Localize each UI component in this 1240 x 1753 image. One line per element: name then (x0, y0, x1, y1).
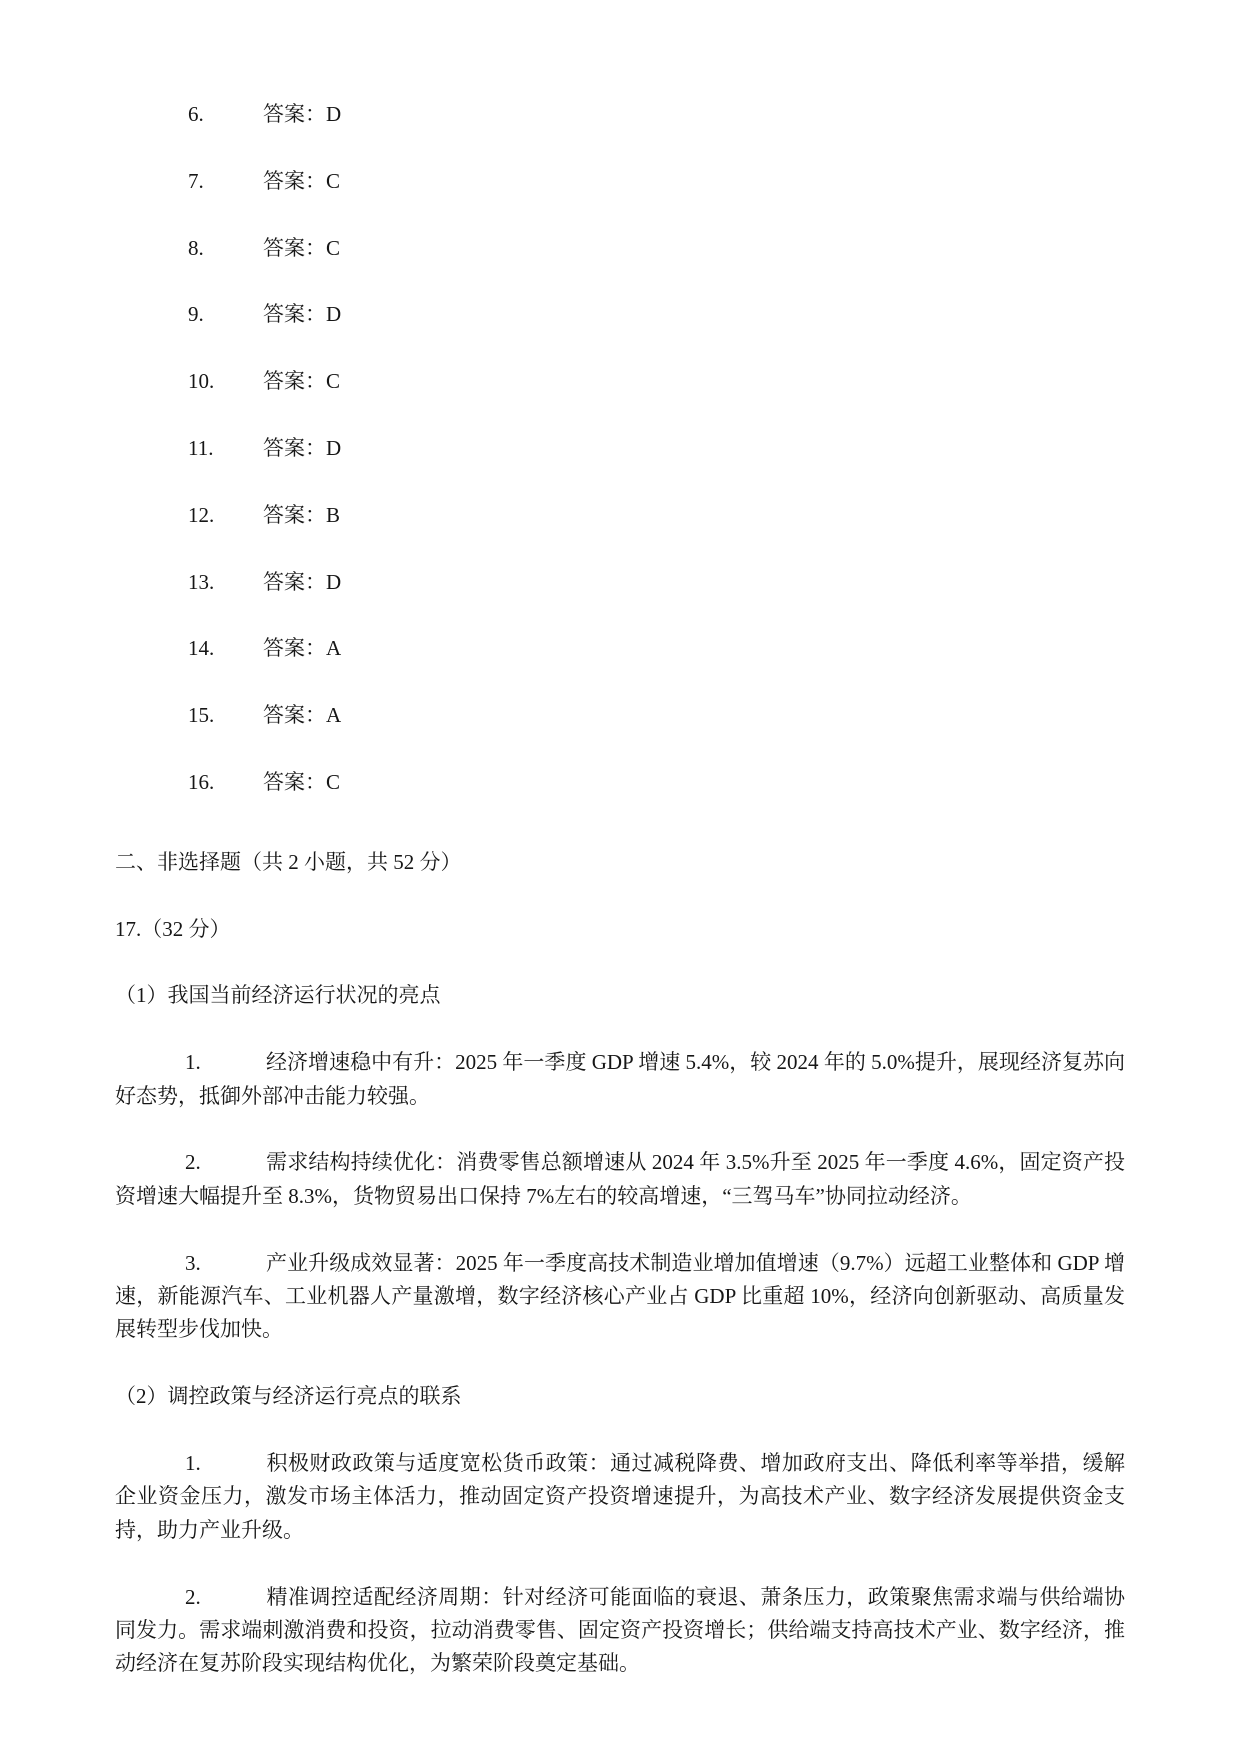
answer-row (115, 566, 1125, 599)
answer-row (115, 365, 1125, 398)
answer-row (115, 632, 1125, 665)
part2-heading: （2）调控政策与经济运行亮点的联系 (115, 1384, 462, 1409)
answer-number: 16. (188, 769, 215, 794)
answer-number: 14. (188, 636, 215, 661)
answer-value: C (326, 235, 341, 260)
answer-label: 答案： (263, 235, 326, 260)
answer-list (115, 98, 1125, 799)
answer-label: 答案： (263, 302, 326, 327)
answer-row (115, 499, 1125, 532)
section-heading: 二、非选择题（共 2 小题，共 52 分） (115, 849, 462, 874)
answer-label: 答案： (263, 569, 326, 594)
answer-value: B (326, 502, 341, 527)
answer-number: 10. (188, 369, 215, 394)
answer-label: 答案： (263, 435, 326, 460)
answer-row (115, 766, 1125, 799)
answer-value: D (326, 102, 342, 126)
answer-label: 答案： (263, 369, 326, 394)
answer-row (115, 165, 1125, 198)
answer-row (115, 699, 1125, 732)
question-17-title: 17.（32 分） (115, 916, 231, 941)
answer-label: 答案： (263, 769, 326, 794)
answer-row (115, 432, 1125, 465)
part1-point-2 (115, 1146, 1125, 1213)
part1-point-1 (115, 1046, 1125, 1113)
part2-point-1 (115, 1447, 1125, 1547)
answer-number: 6. (188, 102, 204, 126)
answer-value: D (326, 569, 342, 594)
point-text: 产业升级成效显著：2025 年一季度高技术制造业增加值增速（9.7%）远超工业整体和 GDP 增速，新能源汽车、工业机器人产量激增，数字经济核心产业占 GDP 比重超 10%，经济向创新驱动、高质量发展转型步伐加快。 (115, 1250, 1125, 1342)
point-number: 2. (185, 1584, 201, 1609)
answer-number: 13. (188, 569, 215, 594)
answer-label: 答案： (263, 102, 326, 126)
answer-number: 11. (188, 435, 214, 460)
part1-heading: （1）我国当前经济运行状况的亮点 (115, 983, 441, 1008)
point-text: 精准调控适配经济周期：针对经济可能面临的衰退、萧条压力，政策聚焦需求端与供给端协同发力。需求端刺激消费和投资，拉动消费零售、固定资产投资增长；供给端支持高技术产业、数字经济，推动经济在复苏阶段实现结构优化，为繁荣阶段奠定基础。 (115, 1584, 1125, 1676)
answer-number: 12. (188, 502, 215, 527)
answer-value: D (326, 435, 342, 460)
answer-row (115, 298, 1125, 331)
point-number: 1. (185, 1050, 201, 1075)
answer-label: 答案： (263, 502, 326, 527)
answer-number: 7. (188, 168, 204, 193)
answer-label: 答案： (263, 636, 326, 661)
answer-number: 9. (188, 302, 204, 327)
answer-label: 答案： (263, 168, 326, 193)
point-text: 需求结构持续优化：消费零售总额增速从 2024 年 3.5%升至 2025 年一季度 4.6%，固定资产投资增速大幅提升至 8.3%，货物贸易出口保持 7%左右的较高增速，“三驾马车”协同拉动经济。 (115, 1150, 1125, 1208)
answer-number: 8. (188, 235, 204, 260)
answer-value: C (326, 168, 341, 193)
point-number: 1. (185, 1450, 201, 1475)
point-number: 2. (185, 1150, 201, 1175)
point-text: 经济增速稳中有升：2025 年一季度 GDP 增速 5.4%，较 2024 年的 5.0%提升，展现经济复苏向好态势，抵御外部冲击能力较强。 (115, 1050, 1125, 1108)
answer-row (115, 98, 1125, 131)
answer-label: 答案： (263, 703, 326, 728)
answer-value: A (326, 636, 342, 661)
answer-row (115, 232, 1125, 265)
part1-point-3 (115, 1247, 1125, 1347)
answer-value: C (326, 369, 341, 394)
answer-value: A (326, 703, 342, 728)
point-text: 积极财政政策与适度宽松货币政策：通过减税降费、增加政府支出、降低利率等举措，缓解企业资金压力，激发市场主体活力，推动固定资产投资增速提升，为高技术产业、数字经济发展提供资金支持，助力产业升级。 (115, 1450, 1125, 1542)
answer-number: 15. (188, 703, 215, 728)
answer-value: C (326, 769, 341, 794)
point-number: 3. (185, 1250, 201, 1275)
answer-value: D (326, 302, 342, 327)
part2-point-2 (115, 1581, 1125, 1681)
